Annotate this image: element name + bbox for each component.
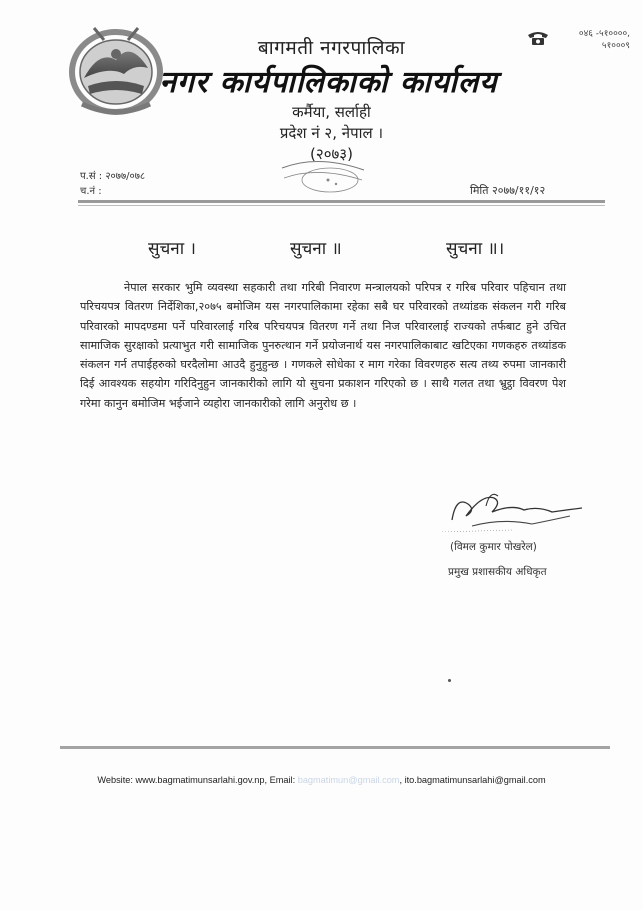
phone-numbers — [560, 28, 630, 52]
established-year: (२०७३) — [310, 145, 353, 163]
phone-number-1: ०४६ -५१००००, — [578, 29, 630, 39]
footer-contact — [0, 775, 643, 785]
header-divider — [78, 200, 605, 203]
footer-divider — [60, 746, 610, 749]
address-line-2: प्रदेश नं २, नेपाल । — [279, 124, 384, 142]
signer-designation: प्रमुख प्रशासकीय अधिकृत — [448, 566, 547, 578]
office-name: नगर कार्यपालिकाको कार्यालय — [159, 65, 498, 100]
official-stamp — [278, 148, 368, 196]
header-divider-thin — [78, 205, 605, 206]
email-link-1[interactable]: bagmatimun@gmail.com — [297, 775, 400, 785]
notice-body: नेपाल सरकार भुमि व्यवस्था सहकारी तथा गरिबी निवारण मन्त्रालयको परिपत्र र गरिब परिवार पहिचान तथा परिचयपत्र वितरण निर्देशिका,२०७५ बमोजिम यस नगरपालिकामा रहेका सबै घर परिवारको तथ्यांडक संकलन गरी गरिब परिवारको मापदण्डमा पर्ने परिवारलाई गरिब परिचयपत्र वितरण गर्ने तथा निज परिवारलाई राज्यको तर्फबाट हुने उचित सामाजिक सुरक्षाको प्रत्याभुत गरी सामाजिक पुनरुत्थान गर्ने प्रयोजनार्थ यस नगरपालिकाबाट खटिएका गणकहरु तथ्यांडक संकलन गर्न तपाईहरुको घरदैलोमा आउदै हुनुहुन्छ । गणकले सोधेका र माग गरेका विवरणहरु सत्य तथ्य रुपमा जानकारी दिई आवश्यक सहयोग गरिदिनुहुन जानकारीको लागि यो सुचना प्रकाशन गरिएको छ । साथै गलत तथा भ्रुट्ठा विवरण पेश गरेमा कानुन बमोजिम भईजाने व्यहोरा जानकारीको लागि अनुरोध छ । — [80, 281, 566, 410]
dispatch-number: च.नं : — [80, 186, 102, 197]
notice-heading-2: सुचना ॥ — [290, 239, 342, 259]
address-line-1: कर्मैया, सर्लाही — [292, 103, 371, 121]
handwritten-signature — [442, 486, 592, 532]
website-label: Website: — [97, 775, 136, 785]
letter-number: प.सं : २०७७/०७८ — [80, 171, 146, 182]
phone-number-2: ५१०००९ — [601, 41, 630, 51]
signer-name: (विमल कुमार पोखरेल) — [450, 541, 537, 553]
notice-heading-1: सुचना । — [148, 239, 196, 259]
letter-date: मिति २०७७/११/१२ — [470, 184, 546, 197]
email-link-2[interactable]: ito.bagmatimunsarlahi@gmail.com — [404, 775, 546, 785]
notice-heading-3: सुचना ॥। — [446, 239, 505, 259]
telephone-icon — [527, 30, 549, 46]
email-label: , Email: — [264, 775, 298, 785]
stray-mark — [448, 679, 451, 682]
municipality-name: बागमती नगरपालिका — [257, 37, 406, 59]
website-link[interactable]: www.bagmatimunsarlahi.gov.np — [135, 775, 265, 785]
email-separator: , — [399, 775, 405, 785]
